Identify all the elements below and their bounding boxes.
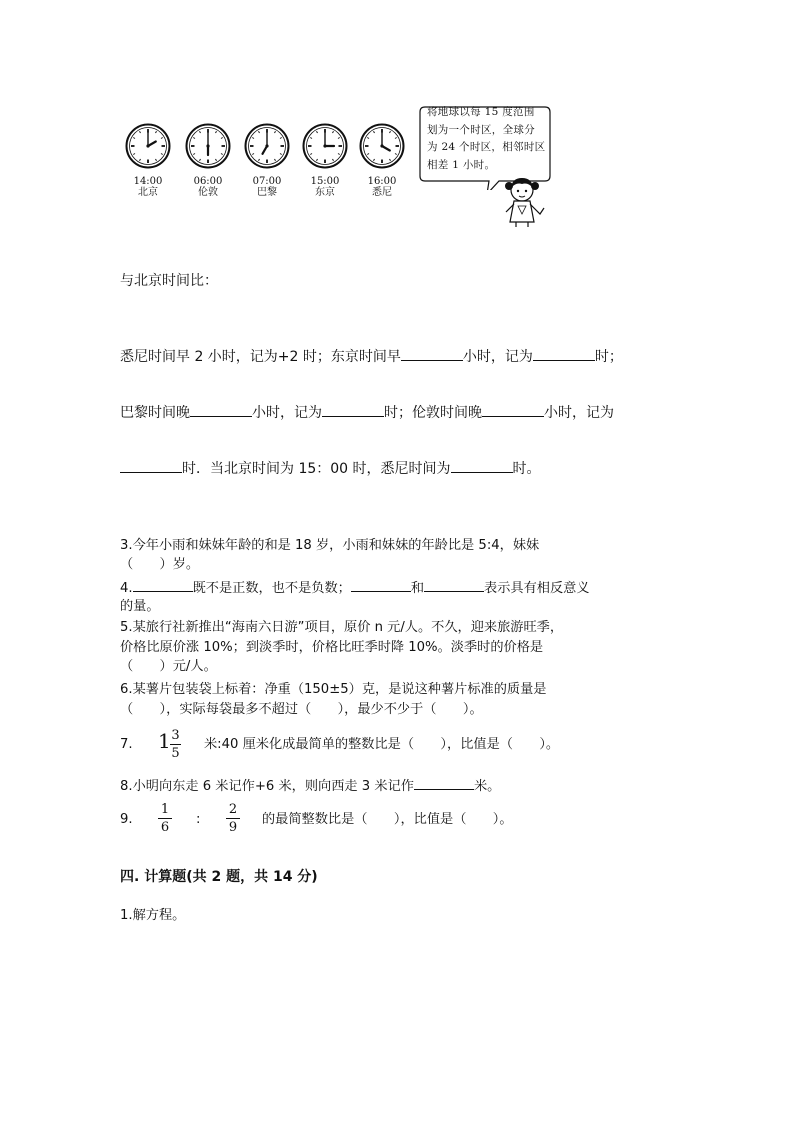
question-6-line-2: （ ），实际每袋最多不超过（ ），最少不少于（ ）。 [120,702,483,717]
clock-time: 16:00 [367,176,397,187]
clock-icon [359,123,405,169]
text-segment: 时．当北京时间为 15：00 时，悉尼时间为 [182,461,451,477]
text-segment: 巴黎时间晚 [120,405,190,421]
text-segment: 米。 [473,779,501,794]
fraction-numerator: 1 [160,802,170,817]
bubble-text [427,104,549,174]
fraction-numerator: 2 [228,802,238,817]
text-segment: 悉尼时间早 2 小时，记为+2 时；东京时间早 [120,349,401,365]
clock-time: 06:00 [193,176,223,187]
clock-center [323,144,326,147]
clock-time: 07:00 [252,176,282,187]
text-segment: 和 [410,581,425,596]
question-7-text: 米:40 厘米化成最简单的整数比是（ ），比值是（ ）。 [204,737,560,752]
answer-blank[interactable] [190,402,252,417]
intro-text: 与北京时间比： [120,273,218,289]
text-segment: 小时，记为 [462,349,533,365]
clock-icon [302,123,348,169]
text-segment: 表示具有相反意义 [484,581,590,596]
text-segment: 时； [594,349,623,365]
question-8 [120,775,500,796]
text-segment: 时。 [512,461,541,477]
answer-blank[interactable] [133,577,193,592]
clock-icon [185,123,231,169]
fraction-denominator: 5 [171,746,180,761]
section-heading: 四. 计算题(共 2 题，共 14 分) [120,869,318,885]
mixed-number-whole: 1 [158,729,171,753]
fraction-denominator: 6 [160,820,170,835]
text-segment: 4. [120,581,133,596]
text-segment: 8.小明向东走 6 米记作+6 米，则向西走 3 米记作 [120,779,414,794]
clock-paris [242,123,292,198]
clock-center [206,144,209,147]
clock-center [380,144,383,147]
clock-sydney [357,123,407,198]
clock-beijing [123,123,173,198]
answer-blank[interactable] [322,402,384,417]
girl-cartoon-icon [498,172,550,228]
bubble-line: 为 24 个时区，相邻时区 [427,141,546,153]
fraction-one-sixth [158,802,172,835]
answer-blank[interactable] [424,577,484,592]
clock-city: 巴黎 [257,187,277,198]
question-6-line-1: 6.某薯片包装袋上标着：净重（150±5）克，是说这种薯片标准的质量是 [120,682,547,697]
question-3-line-1: 3.今年小雨和妹妹年龄的和是 18 岁，小雨和妹妹的年龄比是 5:4，妹妹 [120,538,540,553]
answer-blank[interactable] [414,775,474,790]
fraction-two-ninths [226,802,240,835]
answer-blank[interactable] [451,458,513,473]
clock-time: 15:00 [310,176,340,187]
fraction-bar [226,818,240,819]
clock-city: 悉尼 [372,187,392,198]
text-segment: 时；伦敦时间晚 [384,405,482,421]
clock-time: 14:00 [133,176,163,187]
bubble-line: 划为一个时区，全球分 [427,123,535,136]
question-9-number: 9. [120,812,133,827]
fraction-bar [170,744,181,745]
fraction-denominator: 9 [228,820,238,835]
answer-blank[interactable] [401,346,463,361]
clock-tokyo [300,123,350,198]
question-5-line-3: （ ）元/人。 [120,659,217,674]
bubble-line: 相差 1 小时。 [427,158,496,171]
mixed-number-fraction [170,728,181,761]
text-segment: 小时，记为 [544,405,614,421]
answer-blank[interactable] [120,458,182,473]
fill-line-3 [120,458,541,479]
fill-line-2 [120,402,614,423]
clock-icon [244,123,290,169]
question-4-line-1 [120,577,590,598]
question-3-line-2: （ ）岁。 [120,557,200,572]
question-5-line-1: 5.某旅行社新推出“海南六日游”项目，原价 n 元/人。不久，迎来旅游旺季， [120,620,564,635]
fraction-bar [158,818,172,819]
clock-london [183,123,233,198]
clock-city: 伦敦 [198,187,218,198]
fill-line-1 [120,346,623,367]
question-5-line-2: 价格比原价涨 10%；到淡季时，价格比旺季时降 10%。淡季时的价格是 [120,640,544,655]
clock-center [146,144,149,147]
clock-city: 北京 [138,187,158,198]
ratio-colon: : [196,812,201,827]
clock-city: 东京 [315,187,335,198]
fraction-numerator: 3 [171,728,180,743]
clock-center [265,144,268,147]
answer-blank[interactable] [351,577,411,592]
question-9-text: 的最简整数比是（ ），比值是（ ）。 [262,812,513,827]
question-4-line-2: 的量。 [120,599,160,614]
section-4-question-1: 1.解方程。 [120,908,186,923]
question-7-number: 7. [120,737,133,752]
answer-blank[interactable] [482,402,544,417]
text-segment: 小时，记为 [252,405,322,421]
bubble-line: 将地球以每 15 度范围 [427,106,535,118]
clock-icon [125,123,171,169]
answer-blank[interactable] [533,346,595,361]
text-segment: 既不是正数，也不是负数； [192,581,351,596]
